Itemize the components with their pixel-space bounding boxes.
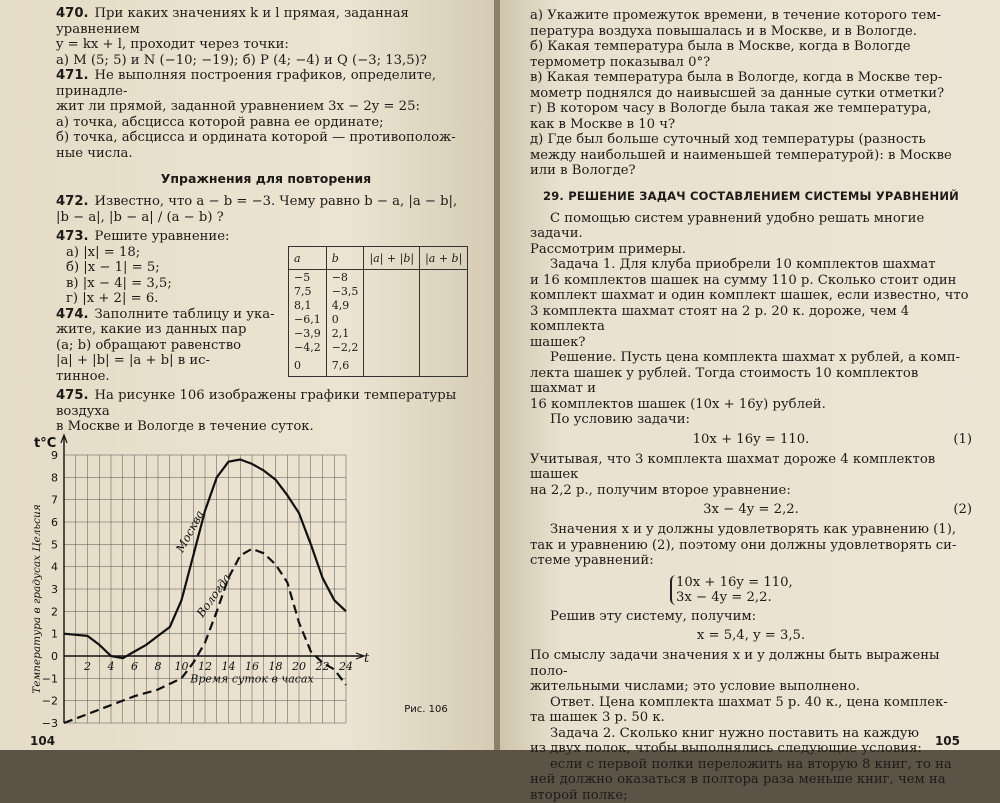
y-axis-label: Температура в градусах Цельсия: [31, 504, 43, 694]
table-cell: [420, 354, 468, 377]
question-line: между наибольшей и наименьшей температурой): в Москве: [530, 148, 972, 164]
text-line: на 2,2 р., получим второе уравнение:: [530, 483, 972, 499]
table-cell: [420, 312, 468, 326]
equation-item: в) |x − 4| = 3,5;: [56, 276, 476, 292]
y-tick-label: 8: [51, 471, 58, 484]
table-cell: [364, 284, 420, 298]
table-cell: −3,5: [326, 284, 364, 298]
page-number-left: 104: [30, 734, 55, 748]
text-line: стеме уравнений:: [530, 553, 972, 569]
task1-line: шашек?: [530, 335, 972, 351]
x-tick-label: 24: [338, 660, 353, 673]
equation-item: б) |x − 1| = 5;: [56, 260, 476, 276]
table-cell: −4,2: [289, 340, 327, 354]
x-tick-label: 10: [175, 660, 189, 673]
x-tick-label: 12: [198, 660, 212, 673]
problem-471: 471. Не выполняя построения графиков, определите, принадле-: [56, 68, 476, 99]
problem-471-line: а) точка, абсцисса которой равна ее ординате;: [56, 115, 476, 131]
section-heading: Упражнения для повторения: [56, 171, 476, 186]
y-tick-label: 5: [51, 538, 58, 551]
x-tick-label: 6: [131, 660, 138, 673]
y-tick-label: 3: [51, 583, 58, 596]
question-line: или в Вологде?: [530, 163, 972, 179]
table-row: [289, 284, 468, 298]
table-header: a: [289, 247, 327, 270]
question-line: б) Какая температура была в Москве, когда в Вологде: [530, 39, 972, 55]
table-cell: 2,1: [326, 326, 364, 340]
problem-475: 475. На рисунке 106 изображены графики температуры воздуха: [56, 388, 476, 419]
temperature-graph: [26, 425, 466, 740]
problem-473: 473. Решите уравнение:: [56, 229, 476, 245]
problem-471-line: жит ли прямой, заданной уравнением 3x − 2y = 25:: [56, 99, 476, 115]
equation-item: г) |x + 2| = 6.: [56, 291, 476, 307]
problem-470-line: а) M (5; 5) и N (−10; −19); б) P (4; −4) и Q (−3; 13,5)?: [56, 53, 476, 69]
question-line: а) Укажите промежуток времени, в течение которого тем-: [530, 8, 972, 24]
table-cell: [420, 284, 468, 298]
task2-line: Задача 2. Сколько книг нужно поставить на каждую: [530, 726, 972, 742]
problem-470-line: y = kx + l, проходит через точки:: [56, 37, 476, 53]
equation-tag: (1): [953, 432, 972, 448]
task2-line: из двух полок, чтобы выполнялись следующие условия:: [530, 741, 972, 757]
page-number-right: 105: [935, 734, 960, 748]
table-cell: [364, 326, 420, 340]
text-line: Учитывая, что 3 комплекта шахмат дороже 4 комплектов шашек: [530, 452, 972, 483]
question-line: термометр показывал 0°?: [530, 55, 972, 71]
table-cell: [364, 340, 420, 354]
table-cell: −8: [326, 270, 364, 285]
problem-471-line: б) точка, абсцисса и ордината которой — противополож-: [56, 130, 476, 146]
intro-line: С помощью систем уравнений удобно решать многие задачи.: [530, 211, 972, 242]
problem-474: 474. Заполните таблицу и ука-: [56, 307, 476, 323]
y-tick-label: 6: [51, 516, 58, 529]
question-line: г) В котором часу в Вологде была такая же температура,: [530, 101, 972, 117]
table-row: [289, 340, 468, 354]
question-line: пература воздуха повышалась и в Москве, и в Вологде.: [530, 24, 972, 40]
problem-475-line: в Москве и Вологде в течение суток.: [56, 419, 476, 435]
x-tick-label: 4: [107, 660, 115, 673]
series-label-moscow: Москва: [172, 508, 206, 556]
condition-line: По условию задачи:: [530, 412, 972, 428]
task1-line: 3 комплекта шахмат стоят на 2 р. 20 к. дороже, чем 4 комплекта: [530, 304, 972, 335]
table-cell: [420, 270, 468, 285]
x-tick-label: 18: [269, 660, 283, 673]
table-cell: 8,1: [289, 298, 327, 312]
task1-line: комплект шахмат и один комплект шашек, если известно, что: [530, 288, 972, 304]
table-cell: 7,6: [326, 354, 364, 377]
table-cell: [364, 270, 420, 285]
result-equation: x = 5,4, y = 3,5.: [530, 628, 972, 644]
equation-item: а) |x| = 18;: [56, 245, 476, 261]
x-tick-label: 14: [222, 660, 236, 673]
table-row: [289, 298, 468, 312]
table-cell: 7,5: [289, 284, 327, 298]
table-cell: [364, 312, 420, 326]
y-tick-label: −2: [42, 695, 58, 708]
problem-474-line: жите, какие из данных пар: [56, 322, 476, 338]
table-cell: [364, 354, 420, 377]
table-header: |a + b|: [420, 247, 468, 270]
problem-474-line: тинное.: [56, 369, 476, 385]
section-heading-29: 29. РЕШЕНИЕ ЗАДАЧ СОСТАВЛЕНИЕМ СИСТЕМЫ УРАВНЕНИЙ: [530, 189, 972, 203]
right-page: [500, 0, 1000, 750]
x-tick-label: 8: [155, 660, 162, 673]
problem-474-line: (a; b) обращают равенство: [56, 338, 476, 354]
x-tick-label: 2: [83, 660, 91, 673]
figure-caption: Рис. 106: [404, 704, 447, 715]
table-cell: 4,9: [326, 298, 364, 312]
table-row: [289, 326, 468, 340]
text-line: жительными числами; это условие выполнено.: [530, 679, 972, 695]
table-header: b: [326, 247, 364, 270]
task2-line: если с первой полки переложить на вторую 8 книг, то на: [530, 757, 972, 773]
system-line: 10x + 16y = 110,: [676, 575, 972, 590]
problem-474-line: |a| + |b| = |a + b| в ис-: [56, 353, 476, 369]
question-line: д) Где был больше суточный ход температуры (разность: [530, 132, 972, 148]
equation-tag: (2): [953, 502, 972, 518]
x-tick-label: 22: [315, 660, 330, 673]
table-row: [289, 354, 468, 377]
text-line: Значения x и y должны удовлетворять как уравнению (1),: [530, 522, 972, 538]
y-tick-label: 4: [51, 561, 58, 574]
table-cell: −2,2: [326, 340, 364, 354]
series-label-vologda: Вологда: [193, 571, 234, 621]
table-row: [289, 312, 468, 326]
solution-line: Решение. Пусть цена комплекта шахмат x рублей, а комп-: [530, 350, 972, 366]
y-tick-label: 1: [51, 628, 58, 641]
solution-line: лекта шашек y рублей. Тогда стоимость 10 комплектов шахмат и: [530, 366, 972, 397]
table-cell: 0: [289, 354, 327, 377]
y-tick-label: 7: [51, 494, 58, 507]
y-tick-label: −1: [42, 672, 58, 685]
question-line: как в Москве в 10 ч?: [530, 117, 972, 133]
intro-line: Рассмотрим примеры.: [530, 242, 972, 258]
x-axis-label: Время суток в часах: [189, 672, 314, 685]
text-line: так и уравнению (2), поэтому они должны удовлетворять си-: [530, 538, 972, 554]
y-tick-label: −3: [42, 717, 58, 730]
table-cell: [420, 298, 468, 312]
question-line: в) Какая температура была в Вологде, когда в Москве тер-: [530, 70, 972, 86]
table-cell: −5: [289, 270, 327, 285]
task1-line: Задача 1. Для клуба приобрели 10 комплектов шахмат: [530, 257, 972, 273]
equation-2: 3x − 4y = 2,2. (2): [530, 502, 972, 518]
answer-line: Ответ. Цена комплекта шахмат 5 р. 40 к., цена комплек-: [530, 695, 972, 711]
problem-472: 472. Известно, что a − b = −3. Чему равно b − a, |a − b|,: [56, 194, 476, 210]
table-cell: [420, 340, 468, 354]
problem-470: 470. При каких значениях k и l прямая, заданная уравнением: [56, 6, 476, 37]
y-tick-label: 2: [51, 605, 58, 618]
x-axis-symbol: t: [364, 651, 370, 666]
table-row: [289, 270, 468, 285]
task2-line: ней должно оказаться в полтора раза меньше книг, чем на: [530, 772, 972, 788]
table-cell: −3,9: [289, 326, 327, 340]
answer-line: та шашек 3 р. 50 к.: [530, 710, 972, 726]
graph-labels: [31, 436, 448, 730]
problem-472-line: |b − a|, |b − a| / (a − b) ?: [56, 210, 476, 226]
table-cell: [364, 298, 420, 312]
equation-1: 10x + 16y = 110. (1): [530, 432, 972, 448]
y-tick-label: 9: [51, 449, 58, 462]
y-axis-symbol: t°C: [34, 436, 56, 451]
table-cell: [420, 326, 468, 340]
text-line: По смыслу задачи значения x и y должны быть выражены поло-: [530, 648, 972, 679]
question-line: мометр поднялся до наивысшей за данные сутки отметки?: [530, 86, 972, 102]
solution-line: 16 комплектов шашек (10x + 16y) рублей.: [530, 397, 972, 413]
task1-line: и 16 комплектов шашек на сумму 110 р. Сколько стоит один: [530, 273, 972, 289]
problem-471-line: ные числа.: [56, 146, 476, 162]
y-tick-label: 0: [51, 650, 58, 663]
fill-table: [288, 246, 468, 377]
table-header: |a| + |b|: [364, 247, 420, 270]
task2-line: второй полке;: [530, 788, 972, 803]
system-line: 3x − 4y = 2,2.: [676, 590, 972, 605]
x-tick-label: 20: [291, 660, 306, 673]
text-line: Решив эту систему, получим:: [530, 609, 972, 625]
x-tick-label: 16: [245, 660, 259, 673]
table-cell: −6,1: [289, 312, 327, 326]
equation-system: [670, 575, 972, 605]
table-header-row: [289, 247, 468, 270]
table-cell: 0: [326, 312, 364, 326]
